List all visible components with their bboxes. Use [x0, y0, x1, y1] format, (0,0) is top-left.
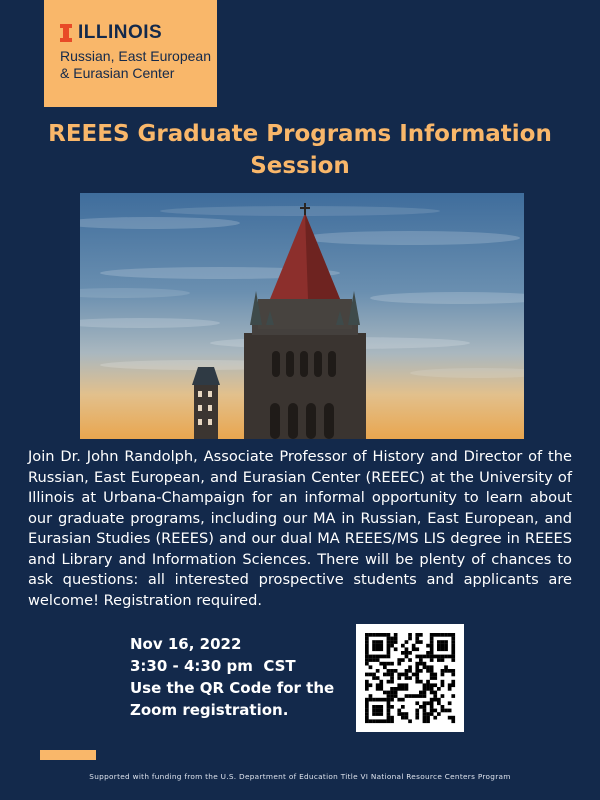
clock-tower-photo: [80, 193, 524, 439]
logo-wordmark: ILLINOIS: [78, 22, 163, 43]
event-details: [130, 633, 350, 721]
qr-instruction-line1: Use the QR Code for the: [130, 679, 335, 697]
logo-subtitle-line2: & Eurasian Center: [60, 65, 175, 81]
event-description: Join Dr. John Randolph, Associate Professor of History and Director of the Russian, East European, and Eurasian Center (REEEC) at the University of Illinois at Urbana-Champaign for an informal opportunity to learn about our graduate programs, including our MA in Russian, East European, and Eurasian Studies (REEES) and our dual MA REEES/MS LIS degree in REEES and Library and Information Sciences. There will be plenty of chances to ask questions: all interested prospective students and applicants are welcome! Registration required.: [28, 448, 572, 609]
page-title-line2: Session: [250, 153, 350, 179]
funding-footer: Supported with funding from the U.S. Department of Education Title VI National Resource Centers Program: [89, 772, 511, 781]
illinois-logo: [44, 0, 217, 107]
logo-subtitle-line1: Russian, East European: [60, 48, 211, 64]
logo-subtitle: [60, 48, 211, 82]
qr-code[interactable]: [356, 624, 464, 732]
event-time: 3:30 - 4:30 pm CST: [130, 657, 296, 675]
block-i-icon: [60, 24, 72, 42]
logo-wordmark-row: [60, 22, 162, 44]
accent-bar: [40, 750, 96, 760]
qr-instruction-line2: Zoom registration.: [130, 701, 289, 719]
page-title-line1: REEES Graduate Programs Information: [48, 121, 552, 147]
event-date: Nov 16, 2022: [130, 635, 242, 653]
page-title: [0, 118, 600, 182]
